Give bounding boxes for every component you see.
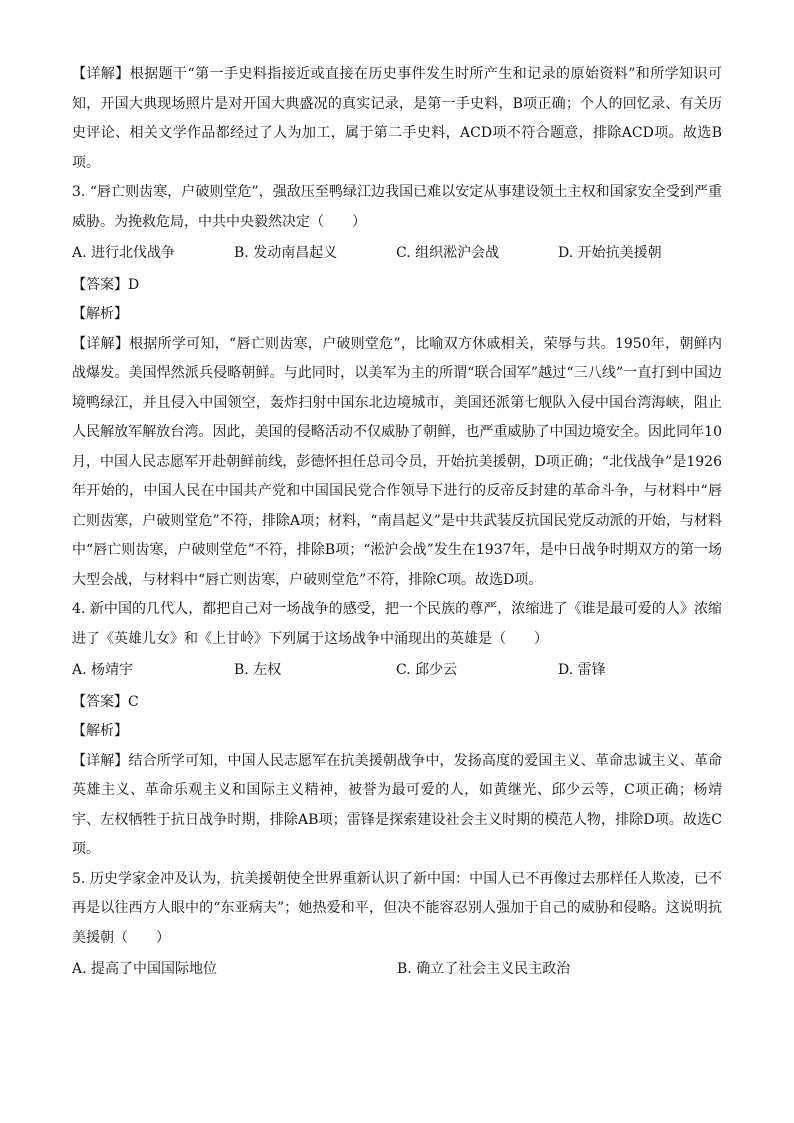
q3-explanation: 【详解】根据所学可知，“唇亡则齿寒，户破则堂危”，比喻双方休戚相关，荣辱与共。1950年，朝鲜内战爆发。美国悍然派兵侵略朝鲜。与此同时，以美军为主的所谓“联合国军”越过“三八线”一直打到中国边境鸭绿江，并且侵入中国领空，轰炸扫射中国东北边境城市，美国还派第七舰队入侵中国台湾海峡，阻止人民解放军解放台湾。因此，美国的侵略活动不仅威胁了朝鲜，也严重威胁了中国边境安全。因此同年10月，中国人民志愿军开赴朝鲜前线，彭德怀担任总司令员，开始抗美援朝，D项正确；“北伐战争”是1926年开始的，中国人民在中国共产党和中国国民党合作领导下进行的反帝反封建的革命斗争，与材料中“唇亡则齿寒，户破则堂危”不符，排除A项；材料，“南昌起义”是中共武装反抗国民党反动派的开始，与材料中“唇亡则齿寒，户破则堂危”不符，排除B项；“淞沪会战”发生在1937年，是中日战争时期双方的第一场大型会战，与材料中“唇亡则齿寒，户破则堂危”不符，排除C项。故选D项。 <box>72 335 722 588</box>
q5-stem: 5. 历史学家金冲及认为，抗美援朝使全世界重新认识了新中国：中国人已不再像过去那样任人欺凌，已不再是以往西方人眼中的“东亚病夫”；她热爱和平，但决不能容忍别人强加于自己的威胁和侵略。这说明抗美援朝（ ） <box>72 870 722 946</box>
q4-option-c[interactable]: C. 邱少云 <box>396 662 458 678</box>
q4-explanation: 【详解】结合所学可知，中国人民志愿军在抗美援朝战争中，发扬高度的爱国主义、革命忠诚主义、革命英雄主义、革命乐观主义和国际主义精神，被誉为最可爱的人，如黄继光、邱少云等，C项正确；杨靖宇、左权牺牲于抗日战争时期，排除AB项；雷锋是探索建设社会主义时期的模范人物，排除D项。故选C项。 <box>72 752 722 857</box>
q4-options <box>72 656 722 686</box>
q3-options <box>72 239 722 269</box>
q5-options <box>72 955 722 985</box>
q3-stem: 3. “唇亡则齿寒，户破则堂危”，强敌压至鸭绿江边我国已难以安定从事建设领土主权和国家安全受到严重威胁。为挽救危局，中共中央毅然决定（ ） <box>72 184 722 230</box>
q3-option-a[interactable]: A. 进行北伐战争 <box>72 245 176 261</box>
q4-option-b[interactable]: B. 左权 <box>234 662 282 678</box>
q3-analysis-label: 【解析】 <box>72 306 128 322</box>
q5-option-a[interactable]: A. 提高了中国国际地位 <box>72 961 218 977</box>
q4-option-a[interactable]: A. 杨靖宇 <box>72 662 134 678</box>
q3-option-d[interactable]: D. 开始抗美援朝 <box>558 245 662 261</box>
q4-stem: 4. 新中国的几代人，都把自己对一场战争的感受，把一个民族的尊严，浓缩进了《谁是最可爱的人》浓缩进了《英雄儿女》和《上甘岭》下列属于这场战争中涌现出的英雄是（ ） <box>72 601 722 647</box>
q2-explanation: 【详解】根据题干“第一手史料指接近或直接在历史事件发生时所产生和记录的原始资料”和所学知识可知，开国大典现场照片是对开国大典盛况的真实记录，是第一手史料，B项正确；个人的回忆录、有关历史评论、相关文学作品都经过了人为加工，属于第二手史料，ACD项不符合题意，排除ACD项。故选B项。 <box>72 66 722 171</box>
q3-answer: 【答案】D <box>72 276 140 293</box>
document-page <box>72 60 722 987</box>
q3-option-b[interactable]: B. 发动南昌起义 <box>234 245 338 261</box>
q4-analysis-label: 【解析】 <box>72 723 128 739</box>
q3-option-c[interactable]: C. 组织淞沪会战 <box>396 245 500 261</box>
q5-option-b[interactable]: B. 确立了社会主义民主政治 <box>397 961 571 977</box>
q4-answer: 【答案】C <box>72 693 139 710</box>
q4-option-d[interactable]: D. 雷锋 <box>558 662 606 678</box>
